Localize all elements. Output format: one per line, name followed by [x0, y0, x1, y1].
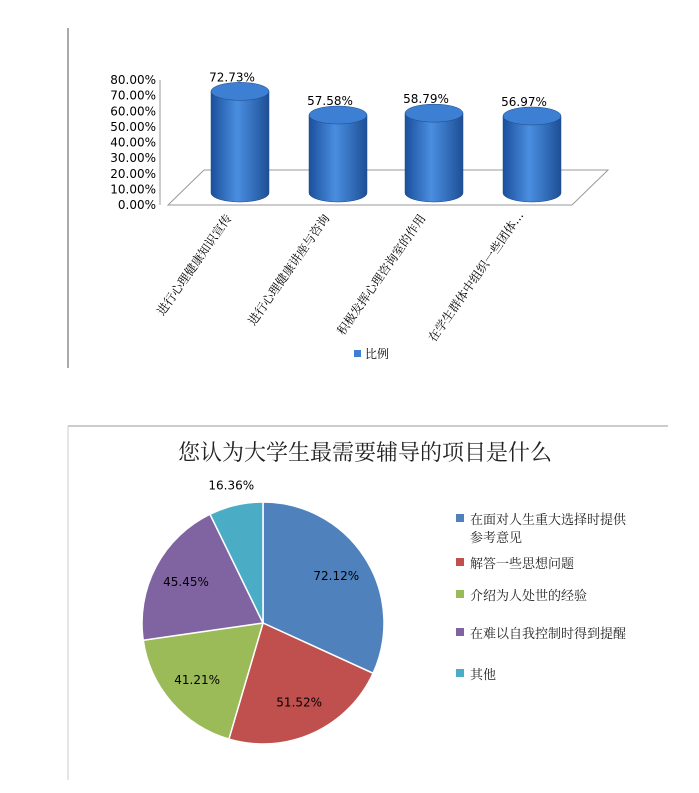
- x-category-label: 积极发挥心理咨询室的作用: [334, 211, 429, 338]
- slice-label: 72.12%: [313, 568, 360, 583]
- y-tick-label: 10.00%: [110, 182, 156, 197]
- y-tick-label: 30.00%: [110, 151, 156, 166]
- y-tick-label: 40.00%: [110, 135, 156, 150]
- y-tick-label: 20.00%: [110, 166, 156, 181]
- data-label: 72.73%: [209, 70, 255, 85]
- legend-swatch: [456, 514, 464, 522]
- y-tick-label: 0.00%: [117, 198, 156, 212]
- slice-label: 51.52%: [276, 695, 323, 710]
- bar-top: [211, 82, 269, 100]
- legend-swatch: [456, 590, 464, 598]
- slice-label: 45.45%: [163, 575, 209, 590]
- y-tick-label: 70.00%: [110, 88, 156, 103]
- y-tick-label: 80.00%: [110, 73, 156, 87]
- pie-chart-panel: [0, 420, 699, 789]
- y-tick-label: 50.00%: [110, 119, 156, 134]
- bar-top: [309, 106, 367, 124]
- bar: [309, 115, 367, 202]
- legend-swatch: [456, 669, 464, 677]
- x-category-label: 进行心理健康知识宣传: [154, 211, 235, 319]
- data-label: 58.79%: [403, 92, 449, 107]
- legend-label: 在面对人生重大选择时提供: [470, 513, 627, 528]
- legend-swatch: [456, 558, 464, 566]
- legend-label: 在难以自我控制时得到提醒: [470, 627, 627, 642]
- pie-chart: [0, 420, 699, 789]
- bar: [211, 91, 269, 202]
- legend-swatch: [354, 350, 361, 357]
- legend-swatch: [456, 628, 464, 636]
- legend-label: 比例: [365, 347, 390, 361]
- slice-label: 41.21%: [174, 673, 221, 688]
- y-tick-label: 60.00%: [110, 104, 156, 119]
- chart-title: 您认为大学生最需要辅导的项目是什么: [177, 441, 553, 466]
- data-label: 57.58%: [307, 94, 353, 109]
- data-label: 56.97%: [501, 94, 547, 109]
- bar: [405, 113, 463, 202]
- bar-top: [405, 104, 463, 122]
- slice-label: 16.36%: [208, 478, 255, 493]
- legend-label: 其他: [470, 668, 497, 683]
- bar-chart-panel: [0, 0, 699, 380]
- legend-label: 解答一些思想问题: [470, 557, 575, 572]
- bar-top: [503, 107, 561, 125]
- legend-label: 介绍为人处世的经验: [470, 589, 588, 604]
- legend-label: 参考意见: [470, 531, 523, 546]
- bar: [503, 116, 561, 202]
- x-category-label: 进行心理健康讲座与咨询: [245, 211, 333, 328]
- bar-chart: [0, 0, 699, 380]
- x-category-label: 在学生群体中组织一些团体…: [425, 208, 527, 345]
